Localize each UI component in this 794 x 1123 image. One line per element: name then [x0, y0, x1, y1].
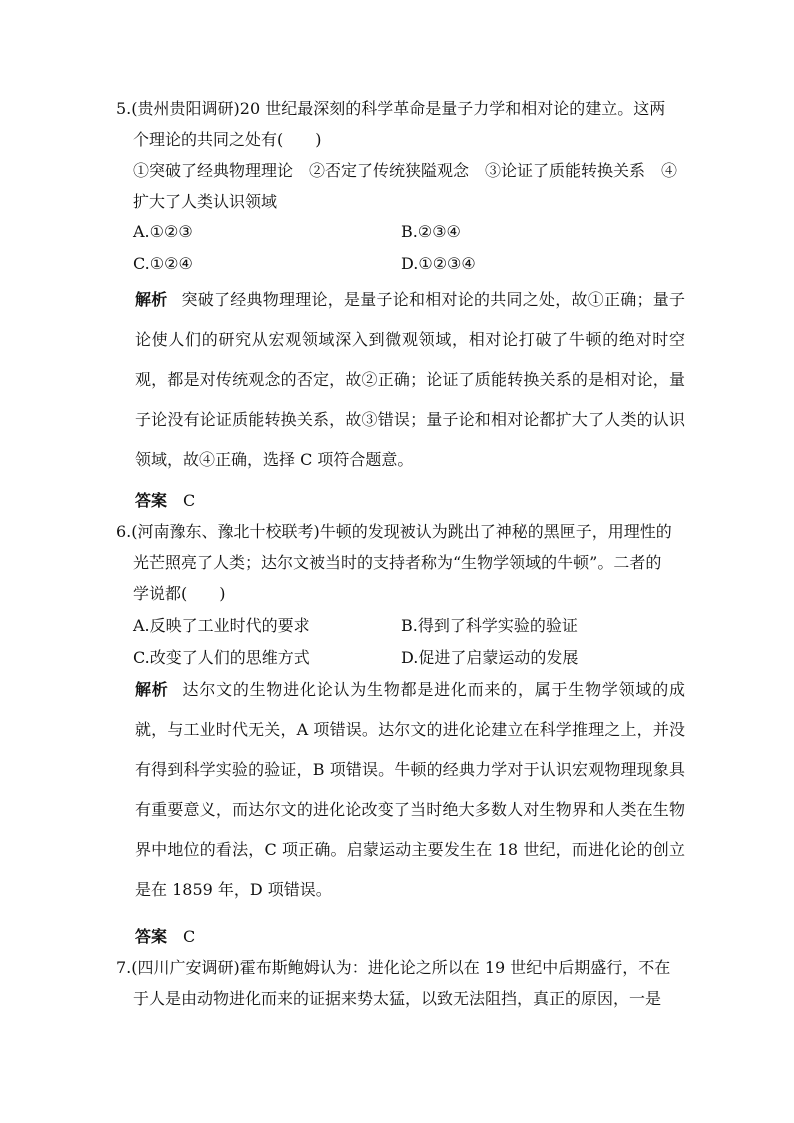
option-c: C.改变了人们的思维方式 [133, 648, 310, 667]
option-d: D.①②③④ [401, 254, 476, 273]
explanation-label: 解析 [135, 290, 168, 309]
option-d: D.促进了启蒙运动的发展 [401, 648, 579, 667]
question-source: 贵州贵阳调研 [137, 99, 234, 118]
question-5-line-2: 个理论的共同之处有( ) [133, 130, 322, 149]
question-6-stem [116, 516, 696, 609]
question-7-stem [116, 952, 696, 1014]
question-5-line-1 [116, 93, 696, 124]
question-6-answer [135, 924, 195, 947]
question-number: 6.( [116, 522, 138, 541]
answer-value: C [183, 491, 196, 510]
question-5-stem [116, 93, 696, 217]
question-6-line-3: 学说都( ) [133, 584, 226, 603]
answer-label: 答案 [135, 927, 168, 946]
question-number: 7.( [116, 958, 138, 977]
option-b: B.得到了科学实验的验证 [401, 616, 578, 635]
question-6-explanation [135, 670, 685, 910]
explanation-text: 达尔文的生物进化论认为生物都是进化而来的，属于生物学领域的成就，与工业时代无关，A 项错误。达尔文的进化论建立在科学推理之上，并没有得到科学实验的验证，B 项错误。牛顿的经典力学对于认识宏观物理现象具有重要意义，而达尔文的进化论改变了当时绝大多数人对生物界和人类在生物界中地位的看法，C 项正确。启蒙运动主要发生在 18 世纪，而进化论的创立是在 1859 年，D 项错误。 [135, 680, 685, 899]
answer-value: C [183, 927, 196, 946]
explanation-text: 突破了经典物理理论，是量子论和相对论的共同之处，故①正确；量子论使人们的研究从宏观领域深入到微观领域，相对论打破了牛顿的绝对时空观，都是对传统观念的否定，故②正确；论证了质能转换关系的是相对论，量子论没有论证质能转换关系，故③错误；量子论和相对论都扩大了人类的认识领域，故④正确，选择 C 项符合题意。 [135, 290, 685, 469]
question-5-statements: ①突破了经典物理理论 ②否定了传统狭隘观念 ③论证了质能转换关系 ④ [133, 161, 678, 180]
option-a: A.①②③ [133, 222, 193, 241]
question-5-statements-cont: 扩大了人类认识领域 [133, 192, 278, 211]
question-source: 河南豫东、豫北十校联考 [137, 522, 314, 541]
question-7-line-2: 于人是由动物进化而来的证据来势太猛，以致无法阻挡，真正的原因，一是 [133, 989, 662, 1008]
question-6-line-2: 光芒照亮了人类；达尔文被当时的支持者称为“生物学领域的牛顿”。二者的 [133, 553, 662, 572]
question-text: )牛顿的发现被认为跳出了神秘的黑匣子，用理性的 [313, 522, 672, 541]
answer-label: 答案 [135, 491, 168, 510]
option-a: A.反映了工业时代的要求 [133, 616, 310, 635]
question-source: 四川广安调研 [137, 958, 234, 977]
question-5-explanation [135, 280, 685, 480]
question-5-answer [135, 488, 195, 511]
question-text: )20 世纪最深刻的科学革命是量子力学和相对论的建立。这两 [233, 99, 666, 118]
option-b: B.②③④ [401, 222, 461, 241]
question-7-line-1 [116, 952, 696, 983]
question-6-line-1 [116, 516, 696, 547]
question-text: )霍布斯鲍姆认为：进化论之所以在 19 世纪中后期盛行，不在 [233, 958, 671, 977]
option-c: C.①②④ [133, 254, 193, 273]
question-number: 5.( [116, 99, 138, 118]
explanation-label: 解析 [135, 680, 169, 699]
